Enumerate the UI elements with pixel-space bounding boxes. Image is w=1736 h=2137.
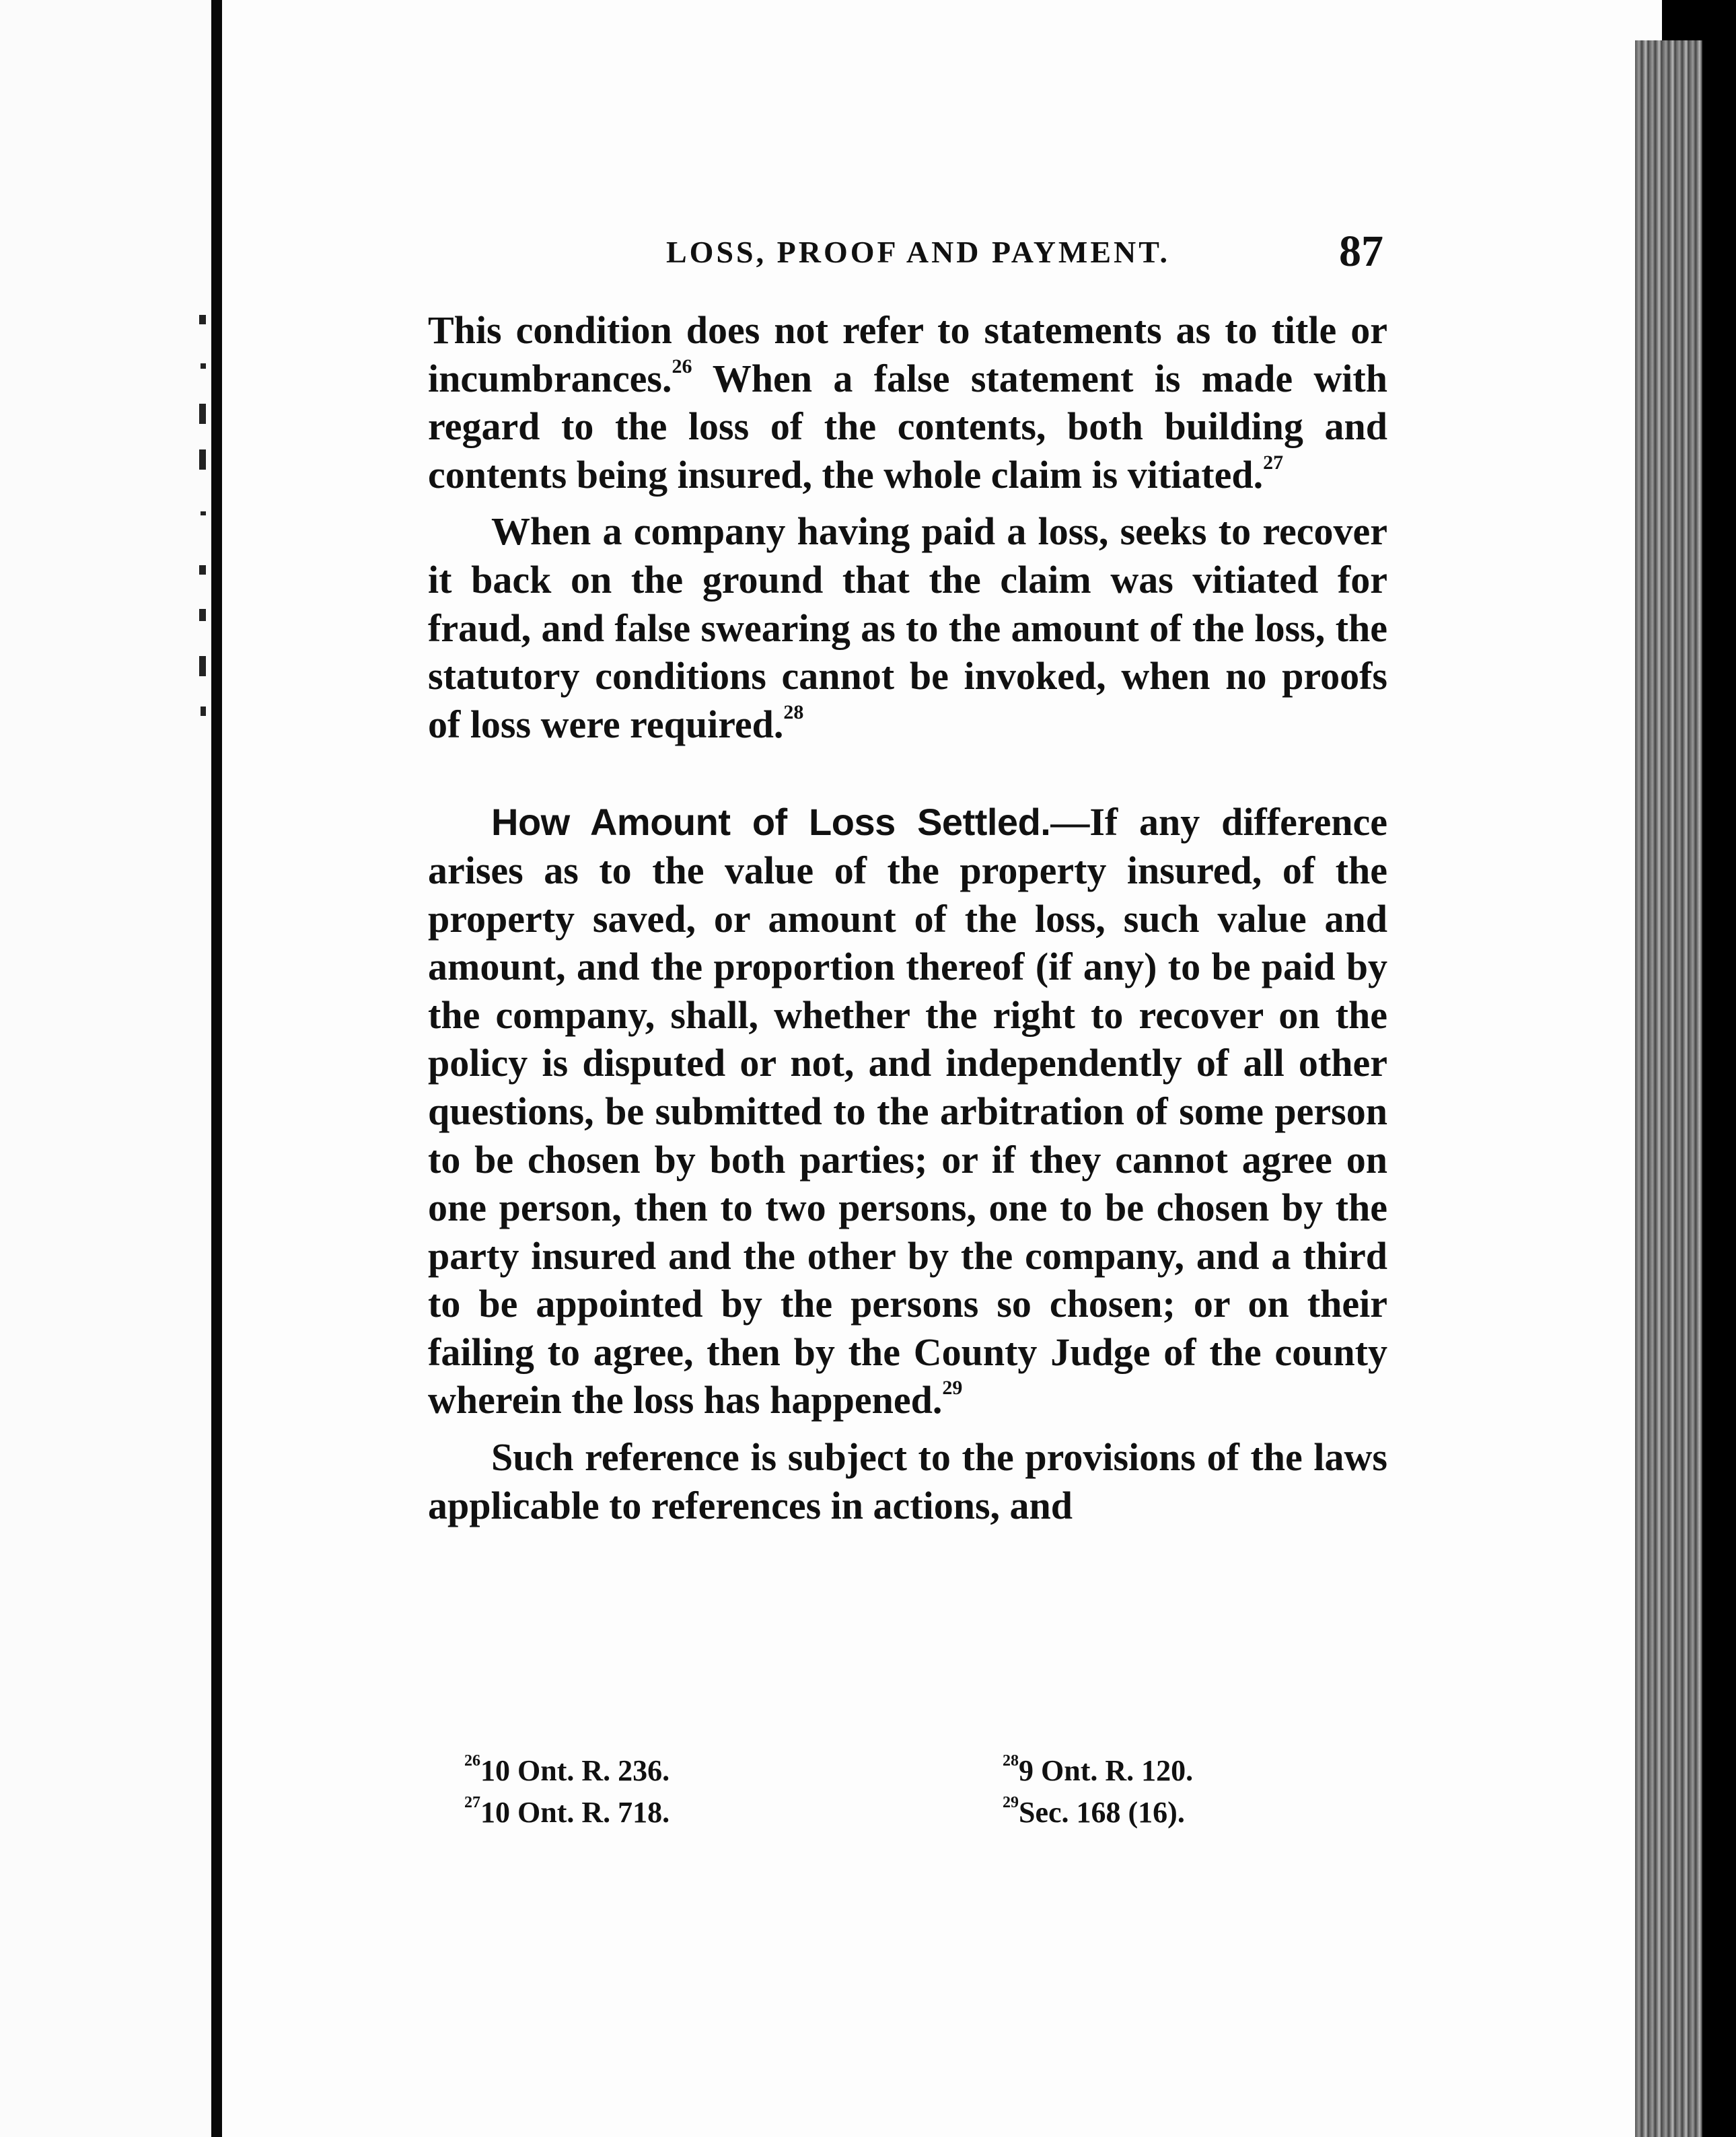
footnote-ref: 28	[783, 700, 804, 723]
footnote-text: 10 Ont. R. 236.	[480, 1754, 670, 1787]
body-text	[428, 306, 1387, 1529]
paragraph	[428, 798, 1387, 1424]
scan-border	[1702, 0, 1736, 2137]
footnote	[1003, 1753, 1193, 1788]
footnotes	[464, 1753, 1258, 1848]
footnote	[1003, 1795, 1185, 1830]
footnote-number: 28	[1003, 1752, 1019, 1770]
page-number: 87	[1339, 227, 1383, 276]
running-head: LOSS, PROOF AND PAYMENT.	[666, 235, 1171, 269]
footnote-text: 9 Ont. R. 120.	[1019, 1754, 1194, 1787]
paragraph-text: Such reference is subject to the provisions of the laws applicable to references in actions, and	[428, 1435, 1387, 1527]
footnote-text: 10 Ont. R. 718.	[480, 1796, 670, 1829]
footnote-ref: 26	[672, 355, 692, 377]
footnote	[464, 1753, 670, 1788]
paragraph-text: When a company having paid a loss, seeks to recover it back on the ground that the claim was vitiated for fraud, and false swearing as to the amount of the loss, the statutory conditions cannot be invoked, when no proofs of loss were required.	[428, 509, 1387, 746]
footnote-ref: 29	[942, 1377, 963, 1400]
footnote-text: Sec. 168 (16).	[1019, 1796, 1185, 1829]
paragraph	[428, 1433, 1387, 1529]
footnote-ref: 27	[1263, 451, 1284, 474]
footnote	[464, 1795, 670, 1830]
facing-page-edge	[0, 0, 211, 2137]
section-heading: How Amount of Loss Settled.	[491, 801, 1051, 844]
footnote-number: 26	[464, 1752, 480, 1770]
paragraph	[428, 507, 1387, 748]
paragraph-text: This condition does not refer to statements as to title or incumbrances.	[428, 308, 1387, 400]
paragraph	[428, 306, 1387, 499]
footnote-number: 27	[464, 1794, 480, 1811]
paragraph-text: When a false statement is made with regard to the loss of the contents, both building and contents being insured, the whole claim is vitiated.	[428, 356, 1387, 497]
gutter-shadow	[211, 0, 222, 2137]
footnote-number: 29	[1003, 1794, 1019, 1811]
paragraph-text: —If any difference arises as to the value of the property insured, of the property saved, or amount of the loss, such value and amount, and the proportion thereof (if any) to be paid by the company, shall, whether the right to recover on the policy is disputed or not, and independently of all other questions, be submitted to the arbitration of some person to be chosen by both parties; or if they cannot agree on one person, then to two persons, one to be chosen by the party insured and the other by the company, and a third to be appointed by the persons so chosen; or on their failing to agree, then by the County Judge of the county wherein the loss has happened.	[428, 800, 1387, 1422]
